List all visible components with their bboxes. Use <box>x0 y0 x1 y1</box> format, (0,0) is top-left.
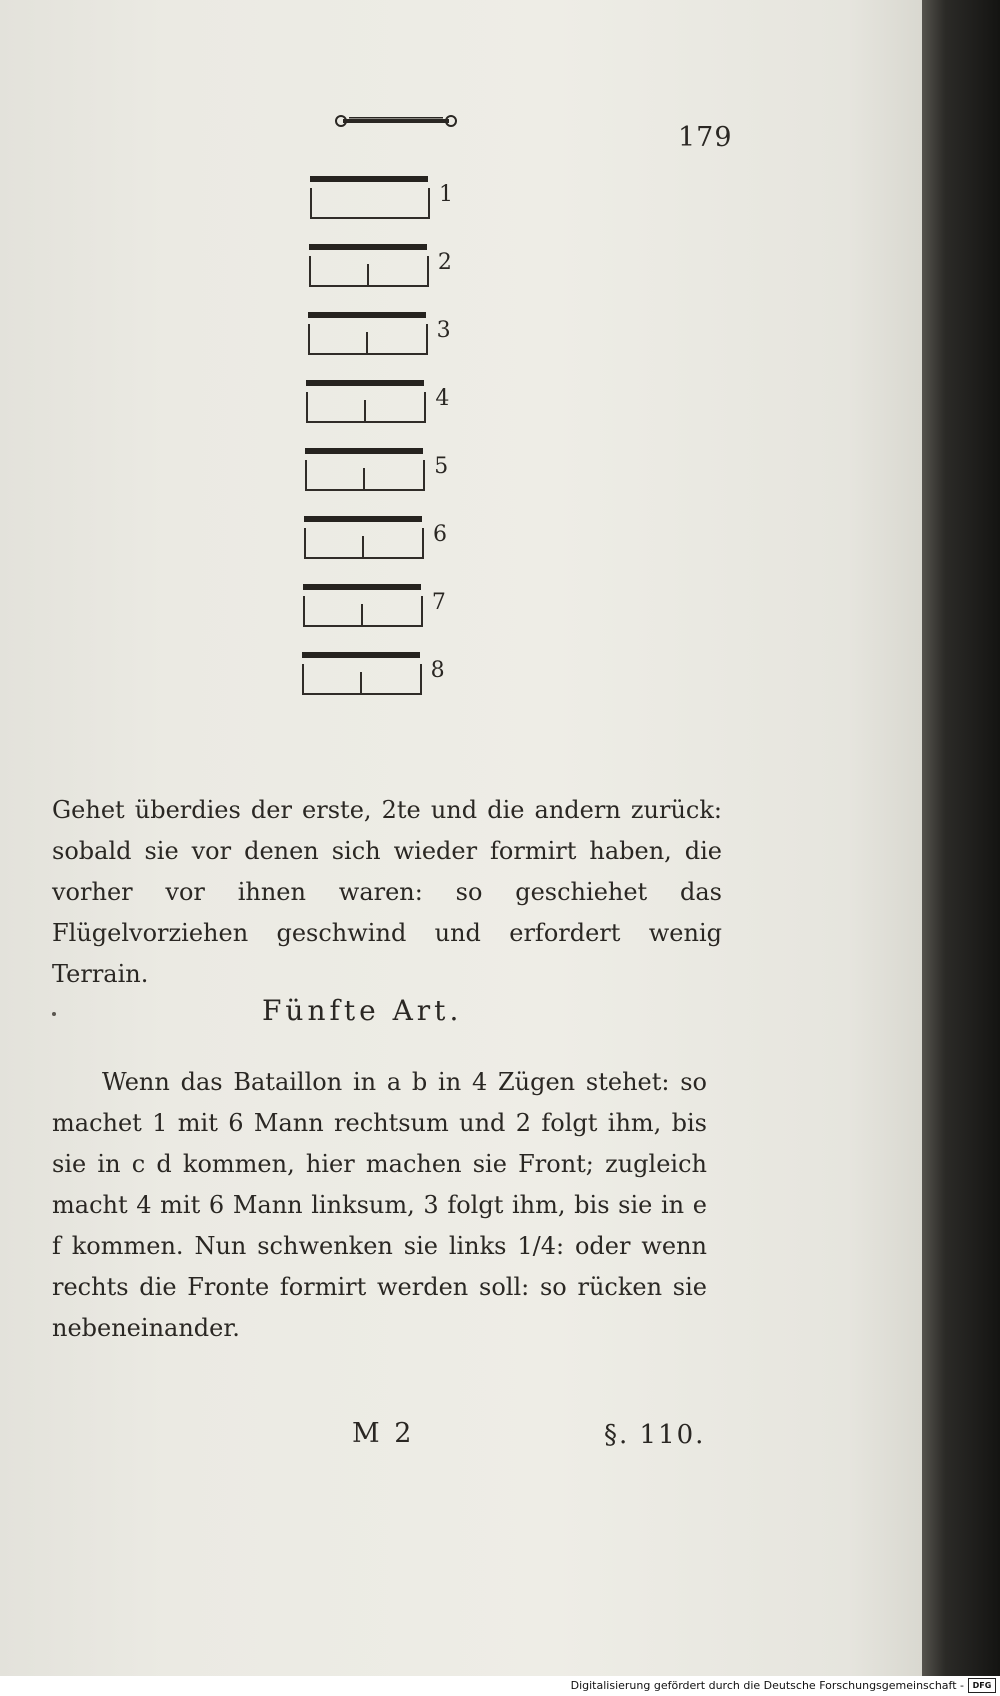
platoon-box <box>304 528 424 559</box>
body-paragraph: Gehet überdies der erste, 2te und die andern zurück: sobald sie vor denen sich wieder formirt haben, die vorher vor ihnen waren: so geschiehet das Flügelvorziehen geschwind und erfordert wenig Terrain. <box>52 796 722 988</box>
platoon-divider <box>360 672 362 694</box>
stray-mark <box>52 1012 56 1016</box>
formation-diagram <box>296 176 476 756</box>
formation-row <box>294 312 474 364</box>
formation-row <box>296 176 476 228</box>
row-number: 6 <box>433 522 447 547</box>
signature-mark: M 2 <box>352 1418 415 1449</box>
row-number: 3 <box>436 318 451 343</box>
page-number: 179 <box>678 122 733 153</box>
formation-row <box>291 448 471 500</box>
formation-row <box>290 516 470 568</box>
paragraph-2-text: Wenn das Bataillon in a b in 4 Zügen stehet: so machet 1 mit 6 Mann rechtsum und 2 folgt ihm, bis sie in c d kommen, hier machen sie Front; zugleich macht 4 mit 6 Mann linksum, 3 folgt ihm, bis sie in e f kommen. Nun schwenken sie links 1/4: oder wenn rechts die Fronte formirt werden soll: so rücken sie nebeneinander. <box>52 1068 707 1342</box>
front-line-bar <box>308 312 426 318</box>
platoon-box <box>309 256 429 287</box>
platoon-box <box>306 392 426 423</box>
platoon-box <box>305 460 425 491</box>
row-number: 8 <box>430 658 445 683</box>
row-number: 2 <box>437 250 452 275</box>
body-paragraph-2 <box>52 1062 707 1349</box>
formation-row <box>295 244 475 296</box>
platoon-divider <box>366 332 368 354</box>
footer-credit: Digitalisierung gefördert durch die Deutsche Forschungsgemeinschaft - <box>570 1679 964 1692</box>
platoon-box <box>302 664 422 695</box>
platoon-box <box>310 188 430 219</box>
front-line-bar <box>305 448 423 454</box>
section-heading: Fünfte Art. <box>262 994 463 1027</box>
row-number: 5 <box>434 454 449 479</box>
front-line-bar <box>306 380 424 386</box>
row-number: 7 <box>431 590 446 615</box>
ornament-rule <box>335 114 457 128</box>
front-line-bar <box>302 652 420 658</box>
catchword: §. 110. <box>604 1420 706 1450</box>
book-spine <box>922 0 1000 1676</box>
platoon-divider <box>363 468 365 490</box>
formation-row <box>288 652 468 704</box>
platoon-divider <box>361 604 363 626</box>
front-line-bar <box>304 516 422 522</box>
platoon-divider <box>362 536 364 558</box>
front-line-bar <box>309 244 427 250</box>
platoon-box <box>308 324 428 355</box>
row-number: 4 <box>435 386 450 411</box>
formation-row <box>292 380 472 432</box>
dfg-logo-icon: DFG <box>968 1678 996 1693</box>
platoon-box <box>303 596 423 627</box>
platoon-divider <box>364 400 366 422</box>
platoon-divider <box>367 264 369 286</box>
front-line-bar <box>310 176 428 182</box>
front-line-bar <box>303 584 421 590</box>
row-number: 1 <box>439 182 453 207</box>
formation-row <box>289 584 469 636</box>
